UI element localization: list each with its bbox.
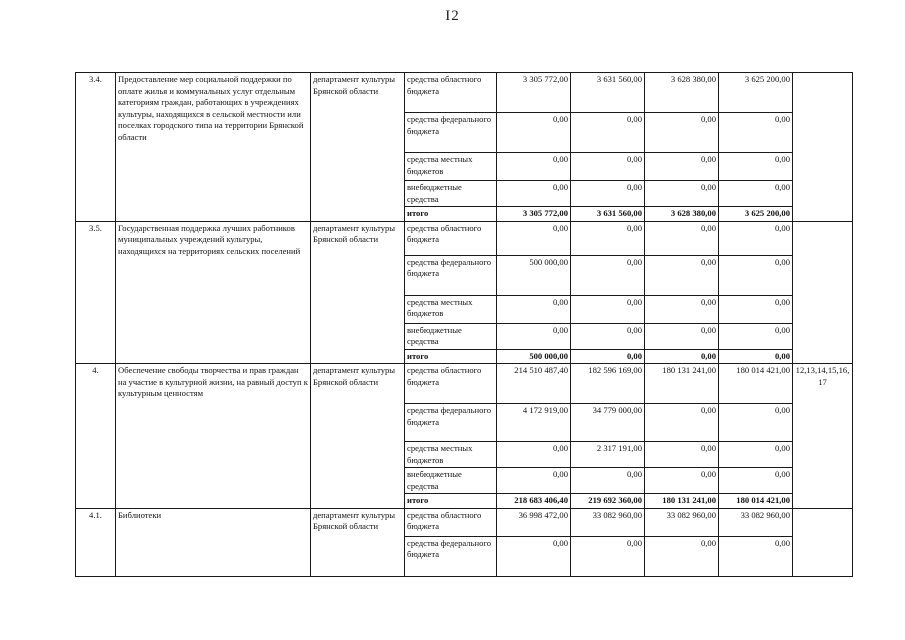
amount-cell: 0,00 [645,113,719,153]
amount-cell: 180 014 421,00 [719,494,793,509]
funding-source-cell: средства областного бюджета [405,73,497,113]
amount-cell: 0,00 [645,295,719,323]
amount-cell: 214 510 487,40 [497,364,571,404]
table-row [76,508,853,536]
amount-cell: 3 625 200,00 [719,73,793,113]
amount-cell: 0,00 [719,323,793,349]
executor-cell: департамент культуры Брянской области [311,508,405,576]
amount-cell: 180 131 241,00 [645,364,719,404]
item-number-cell: 3.5. [76,221,116,364]
funding-source-cell: средства областного бюджета [405,364,497,404]
amount-cell: 218 683 406,40 [497,494,571,509]
table-row [76,73,853,113]
amount-cell: 0,00 [497,536,571,576]
amount-cell: 0,00 [719,255,793,295]
amount-cell: 182 596 169,00 [571,364,645,404]
amount-cell: 34 779 000,00 [571,404,645,442]
amount-cell: 4 172 919,00 [497,404,571,442]
funding-source-cell: итого [405,349,497,364]
executor-cell: департамент культуры Брянской области [311,364,405,509]
amount-cell: 0,00 [719,536,793,576]
amount-cell: 0,00 [719,181,793,207]
table-row [76,364,853,404]
executor-cell: департамент культуры Брянской области [311,73,405,222]
amount-cell: 0,00 [645,349,719,364]
target-indicators-cell [793,508,853,576]
funding-source-cell: итого [405,494,497,509]
amount-cell: 500 000,00 [497,255,571,295]
item-number-cell: 3.4. [76,73,116,222]
amount-cell: 0,00 [571,295,645,323]
item-title-cell: Предоставление мер социальной поддержки по оплате жилья и коммунальных услуг отдельным категориям граждан, работающих в учреждениях культуры, находящихся в сельской местности или поселках городского типа на территории Брянской области [116,73,311,222]
amount-cell: 0,00 [645,221,719,255]
amount-cell: 0,00 [645,468,719,494]
amount-cell: 0,00 [571,113,645,153]
amount-cell: 0,00 [719,221,793,255]
item-number-cell: 4.1. [76,508,116,576]
amount-cell: 0,00 [719,295,793,323]
amount-cell: 0,00 [571,255,645,295]
amount-cell: 0,00 [497,442,571,468]
amount-cell: 0,00 [497,181,571,207]
amount-cell: 0,00 [719,442,793,468]
amount-cell: 0,00 [645,442,719,468]
funding-source-cell: средства федерального бюджета [405,255,497,295]
amount-cell: 3 631 560,00 [571,207,645,222]
amount-cell: 36 998 472,00 [497,508,571,536]
amount-cell: 0,00 [645,181,719,207]
amount-cell: 0,00 [571,468,645,494]
amount-cell: 0,00 [571,349,645,364]
amount-cell: 0,00 [497,221,571,255]
funding-source-cell: средства местных бюджетов [405,442,497,468]
amount-cell: 3 631 560,00 [571,73,645,113]
budget-table [75,72,853,577]
funding-source-cell: средства местных бюджетов [405,295,497,323]
funding-source-cell: внебюджетные средства [405,181,497,207]
amount-cell: 0,00 [571,536,645,576]
amount-cell: 0,00 [719,113,793,153]
funding-source-cell: средства местных бюджетов [405,153,497,181]
amount-cell: 0,00 [719,404,793,442]
amount-cell: 0,00 [645,323,719,349]
funding-source-cell: средства областного бюджета [405,221,497,255]
table-row [76,221,853,255]
funding-source-cell: средства областного бюджета [405,508,497,536]
amount-cell: 0,00 [571,221,645,255]
item-title-cell: Библиотеки [116,508,311,576]
amount-cell: 0,00 [497,323,571,349]
executor-cell: департамент культуры Брянской области [311,221,405,364]
amount-cell: 0,00 [719,468,793,494]
target-indicators-cell [793,221,853,364]
amount-cell: 219 692 360,00 [571,494,645,509]
amount-cell: 0,00 [497,468,571,494]
item-title-cell: Обеспечение свободы творчества и прав граждан на участие в культурной жизни, на равный доступ к культурным ценностям [116,364,311,509]
amount-cell: 3 625 200,00 [719,207,793,222]
amount-cell: 2 317 191,00 [571,442,645,468]
funding-source-cell: внебюджетные средства [405,323,497,349]
amount-cell: 0,00 [645,536,719,576]
amount-cell: 0,00 [497,153,571,181]
amount-cell: 180 131 241,00 [645,494,719,509]
funding-source-cell: средства федерального бюджета [405,536,497,576]
amount-cell: 0,00 [571,181,645,207]
funding-source-cell: средства федерального бюджета [405,404,497,442]
amount-cell: 0,00 [645,153,719,181]
amount-cell: 0,00 [645,255,719,295]
amount-cell: 0,00 [719,349,793,364]
funding-source-cell: средства федерального бюджета [405,113,497,153]
amount-cell: 180 014 421,00 [719,364,793,404]
amount-cell: 33 082 960,00 [571,508,645,536]
amount-cell: 0,00 [571,323,645,349]
target-indicators-cell [793,73,853,222]
amount-cell: 500 000,00 [497,349,571,364]
amount-cell: 3 305 772,00 [497,73,571,113]
item-title-cell: Государственная поддержка лучших работников муниципальных учреждений культуры, находящихся на территориях сельских поселений [116,221,311,364]
amount-cell: 0,00 [497,113,571,153]
amount-cell: 3 305 772,00 [497,207,571,222]
page-number: I2 [445,8,460,24]
amount-cell: 3 628 380,00 [645,73,719,113]
target-indicators-cell: 12,13,14,15,16, 17 [793,364,853,509]
funding-source-cell: итого [405,207,497,222]
item-number-cell: 4. [76,364,116,509]
amount-cell: 0,00 [497,295,571,323]
amount-cell: 33 082 960,00 [645,508,719,536]
amount-cell: 0,00 [719,153,793,181]
amount-cell: 3 628 380,00 [645,207,719,222]
amount-cell: 33 082 960,00 [719,508,793,536]
amount-cell: 0,00 [645,404,719,442]
amount-cell: 0,00 [571,153,645,181]
funding-source-cell: внебюджетные средства [405,468,497,494]
